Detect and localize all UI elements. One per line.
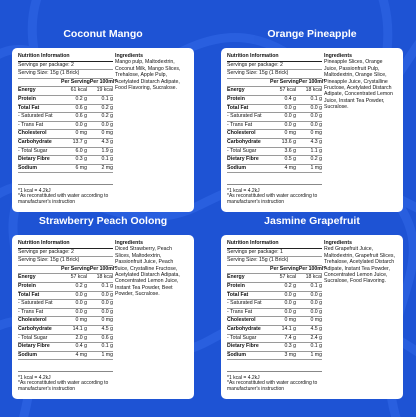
per-serving-value: 0.0 g — [75, 308, 87, 315]
nutrient-name: Sodium — [18, 351, 38, 358]
ingredients-text: Pineapple Slices, Orange Juice, Passionfruit Pulp, Maltodextrin, Orange Slice, Pineapple Juice, Crystalline Fructose, Acetylated Distarch Adipate, Concentrated Lemon Juice, Instant Tea Powder, Sucralose. — [324, 59, 393, 111]
column-headers: Per Serving Per 100ml* — [18, 79, 113, 88]
per-100ml-value: 1 mg — [101, 351, 113, 358]
footnotes — [18, 184, 188, 206]
nutrient-name: Protein — [18, 95, 36, 102]
per-100ml-value: 0 mg — [310, 130, 322, 137]
per-serving-value: 0.6 g — [75, 113, 87, 120]
footnote-reconstituted: *As reconstituted with water according to manufacturer's instruction — [18, 193, 109, 206]
table-row — [227, 274, 322, 283]
per-100ml-value: 2 mg — [101, 164, 113, 171]
table-row — [227, 113, 322, 122]
ingredients-block — [324, 240, 396, 285]
nutrient-name: Carbohydrate — [227, 138, 261, 145]
servings-per-package: Servings per package: 1 — [227, 249, 322, 258]
per-100ml-value: 18 kcal — [305, 87, 322, 94]
per-100ml-value: 0.0 g — [310, 113, 322, 120]
table-row — [227, 105, 322, 114]
per-100ml-value: 0.0 g — [101, 300, 113, 307]
panel-title: Strawberry Peach Oolong — [38, 215, 168, 227]
per-100ml-value: 0.2 g — [101, 113, 113, 120]
per-serving-value: 0.0 g — [284, 104, 296, 111]
footnotes — [227, 184, 397, 206]
nutrient-name: Sodium — [18, 164, 38, 171]
nutrient-name: - Saturated Fat — [227, 113, 262, 120]
nutrient-name: Carbohydrate — [227, 325, 261, 332]
panel-jasmine-grapefruit — [221, 214, 403, 399]
table-row — [18, 300, 113, 309]
ingredients-title: Ingredients — [324, 53, 352, 59]
per-100ml-value: 0.6 g — [101, 334, 113, 341]
per-100ml-value: 4.3 g — [101, 138, 113, 145]
per-serving-value: 0 mg — [75, 130, 87, 137]
per-serving-value: 0.0 g — [284, 113, 296, 120]
ingredients-title: Ingredients — [324, 240, 352, 246]
per-serving-value: 61 kcal — [70, 87, 87, 94]
per-100ml-value: 0.2 g — [310, 156, 322, 163]
ingredients-title: Ingredients — [115, 240, 143, 246]
nutrient-name: Total Fat — [18, 104, 40, 111]
nutrient-name: Dietary Fibre — [227, 343, 259, 350]
footnotes — [18, 371, 188, 393]
per-100ml-value: 2.4 g — [310, 334, 322, 341]
per-serving-value: 0.5 g — [284, 156, 296, 163]
panel-title: Orange Pineapple — [267, 28, 357, 40]
nutrient-name: Cholesterol — [18, 130, 47, 137]
table-row — [227, 343, 322, 352]
ingredients-text: Diced Strawberry, Peach Slices, Maltodextrin, Passionfruit Juice, Peach Juice, Crystalline Fructose, Acetylated Distarch Adipata, Concentrated Lemon Juice, Instant Tea Powder, Beet Powder, Sucralose. — [115, 246, 180, 298]
per-serving-value: 0.2 g — [75, 282, 87, 289]
table-row — [227, 335, 322, 344]
ingredients-title: Ingredients — [115, 53, 143, 59]
table-row — [18, 292, 113, 301]
footnotes — [227, 371, 397, 393]
table-row — [227, 130, 322, 139]
per-serving-value: 7.4 g — [284, 334, 296, 341]
per-100ml-value: 0.0 g — [310, 121, 322, 128]
per-serving-value: 13.6 g — [281, 138, 296, 145]
nutrient-name: Cholesterol — [227, 317, 256, 324]
nutrient-name: Cholesterol — [227, 130, 256, 137]
nutrient-name: Total Fat — [227, 291, 249, 298]
footnote-kcal: *1 kcal = 4.2kJ — [18, 374, 51, 381]
table-row — [18, 343, 113, 352]
nutrient-name: Protein — [18, 282, 36, 289]
per-serving-value: 0.0 g — [284, 121, 296, 128]
panel-orange-pineapple — [221, 27, 403, 212]
nutrient-name: Energy — [227, 87, 245, 94]
per-serving-value: 57 kcal — [279, 274, 296, 281]
per-100ml-value: 4.5 g — [101, 325, 113, 332]
per-100ml-value: 1 mg — [310, 351, 322, 358]
per-100ml-value: 0.1 g — [101, 343, 113, 350]
footnote-kcal: *1 kcal = 4.2kJ — [18, 187, 51, 194]
footnote-kcal: *1 kcal = 4.2kJ — [227, 374, 260, 381]
servings-per-package: Servings per package: 2 — [18, 62, 113, 71]
ingredients-block — [115, 53, 187, 91]
table-row — [18, 352, 113, 361]
ingredients-text: Red Grapefruit Juice, Maltodextrin, Grapefruit Slices, Trehalose, Acetylated Distarch Adipate, Instant Tea Powder, Concentrated Lemon Juice, Sucralose, Food Flavoring. — [324, 246, 395, 285]
nutrient-name: Energy — [18, 87, 36, 94]
nutrient-name: - Total Sugar — [18, 147, 48, 154]
per-serving-value: 0.3 g — [284, 343, 296, 350]
nutrition-card — [221, 48, 403, 212]
per-serving-value: 0.2 g — [284, 282, 296, 289]
per-100ml-value: 4.5 g — [310, 325, 322, 332]
nutrient-name: Dietary Fibre — [18, 343, 50, 350]
ingredients-block — [115, 240, 187, 298]
table-row — [227, 96, 322, 105]
panel-title: Jasmine Grapefruit — [264, 215, 360, 227]
panel-strawberry-peach-oolong — [12, 214, 194, 399]
column-headers: Per Serving Per 100ml* — [18, 266, 113, 275]
nutrient-name: - Saturated Fat — [18, 113, 53, 120]
nutrient-name: - Trans Fat — [18, 308, 44, 315]
table-row — [227, 148, 322, 157]
table-row — [227, 326, 322, 335]
table-row — [227, 292, 322, 301]
nutrient-name: - Total Sugar — [18, 334, 48, 341]
per-100ml-value: 0.0 g — [310, 308, 322, 315]
per-serving-value: 0.0 g — [75, 121, 87, 128]
nutrient-name: Dietary Fibre — [18, 156, 50, 163]
per-serving-value: 0.0 g — [284, 308, 296, 315]
per-100ml-value: 18 kcal — [305, 274, 322, 281]
per-serving-value: 2.0 g — [75, 334, 87, 341]
per-serving-value: 14.1 g — [72, 325, 87, 332]
footnote-kcal: *1 kcal = 4.2kJ — [227, 187, 260, 194]
nutrition-card — [12, 48, 194, 212]
table-row — [18, 335, 113, 344]
per-100ml-value: 0.0 g — [101, 308, 113, 315]
table-row — [18, 156, 113, 165]
per-100ml-value: 0.0 g — [101, 121, 113, 128]
table-row — [227, 317, 322, 326]
table-row — [18, 105, 113, 114]
servings-per-package: Servings per package: 2 — [18, 249, 113, 258]
table-row — [18, 317, 113, 326]
per-serving-value: 0.0 g — [284, 291, 296, 298]
nutrient-name: - Trans Fat — [18, 121, 44, 128]
table-row — [227, 283, 322, 292]
per-serving-value: 0.0 g — [284, 300, 296, 307]
nutrition-card — [221, 235, 403, 399]
per-serving-value: 4 mg — [75, 351, 87, 358]
per-serving-value: 0.2 g — [75, 95, 87, 102]
nutrient-name: Sodium — [227, 164, 247, 171]
per-serving-value: 6.0 g — [75, 147, 87, 154]
nutrient-name: Energy — [18, 274, 36, 281]
table-row — [18, 326, 113, 335]
per-100ml-value: 0.1 g — [101, 282, 113, 289]
table-row — [18, 87, 113, 96]
nutrient-name: - Saturated Fat — [227, 300, 262, 307]
nutrition-title: Nutrition Information — [18, 240, 113, 249]
per-serving-value: 0.3 g — [75, 156, 87, 163]
per-serving-value: 4 mg — [284, 164, 296, 171]
table-row — [18, 139, 113, 148]
footnote-reconstituted: *As reconstituted with water according to manufacturer's instruction — [18, 380, 109, 393]
nutrition-table — [227, 53, 326, 173]
serving-size: Serving Size: 15g (1 Brick) — [227, 70, 322, 79]
nutrient-name: Dietary Fibre — [227, 156, 259, 163]
table-row — [18, 283, 113, 292]
table-row — [18, 96, 113, 105]
table-row — [18, 274, 113, 283]
servings-per-package: Servings per package: 2 — [227, 62, 322, 71]
per-100ml-value: 0.0 g — [101, 291, 113, 298]
per-100ml-value: 0.2 g — [101, 104, 113, 111]
table-row — [227, 165, 322, 174]
nutrient-name: Sodium — [227, 351, 247, 358]
serving-size: Serving Size: 15g (1 Brick) — [227, 257, 322, 266]
per-serving-value: 0 mg — [75, 317, 87, 324]
footnote-reconstituted: *As reconstituted with water according to manufacturer's instruction — [227, 193, 318, 206]
nutrition-card — [12, 235, 194, 399]
per-serving-value: 3.6 g — [284, 147, 296, 154]
table-row — [227, 309, 322, 318]
nutrient-name: Energy — [227, 274, 245, 281]
per-serving-value: 0 mg — [284, 130, 296, 137]
nutrition-table — [18, 53, 117, 173]
per-100ml-value: 18 kcal — [96, 274, 113, 281]
per-100ml-value: 0 mg — [101, 130, 113, 137]
nutrition-title: Nutrition Information — [227, 240, 322, 249]
per-100ml-value: 0.1 g — [101, 95, 113, 102]
nutrient-name: Carbohydrate — [18, 325, 52, 332]
per-100ml-value: 1 mg — [310, 164, 322, 171]
ingredients-block — [324, 53, 396, 111]
table-row — [227, 300, 322, 309]
table-row — [227, 156, 322, 165]
per-100ml-value: 4.3 g — [310, 138, 322, 145]
nutrient-name: Total Fat — [18, 291, 40, 298]
per-serving-value: 0.6 g — [75, 104, 87, 111]
per-serving-value: 14.1 g — [281, 325, 296, 332]
panel-coconut-mango — [12, 27, 194, 212]
per-serving-value: 6 mg — [75, 164, 87, 171]
nutrient-name: - Total Sugar — [227, 334, 257, 341]
per-serving-value: 3 mg — [284, 351, 296, 358]
per-100ml-value: 0.1 g — [101, 156, 113, 163]
nutrient-name: - Trans Fat — [227, 308, 253, 315]
per-100ml-value: 0 mg — [310, 317, 322, 324]
nutrition-title: Nutrition Information — [18, 53, 113, 62]
table-row — [227, 139, 322, 148]
table-row — [18, 165, 113, 174]
serving-size: Serving Size: 15g (1 Brick) — [18, 257, 113, 266]
table-row — [18, 130, 113, 139]
column-headers: Per Serving Per 100ml* — [227, 266, 322, 275]
nutrient-name: Cholesterol — [18, 317, 47, 324]
table-row — [18, 148, 113, 157]
table-row — [227, 87, 322, 96]
per-serving-value: 0.4 g — [75, 343, 87, 350]
per-serving-value: 13.7 g — [72, 138, 87, 145]
nutrient-name: Total Fat — [227, 104, 249, 111]
per-100ml-value: 1.9 g — [101, 147, 113, 154]
nutrient-name: - Trans Fat — [227, 121, 253, 128]
column-headers: Per Serving Per 100ml* — [227, 79, 322, 88]
per-100ml-value: 0.1 g — [310, 282, 322, 289]
nutrient-name: - Saturated Fat — [18, 300, 53, 307]
divider — [227, 184, 322, 185]
per-100ml-value: 19 kcal — [96, 87, 113, 94]
per-serving-value: 57 kcal — [279, 87, 296, 94]
panel-title: Coconut Mango — [63, 28, 143, 40]
table-row — [18, 113, 113, 122]
divider — [18, 184, 113, 185]
nutrient-name: Protein — [227, 282, 245, 289]
table-row — [18, 122, 113, 131]
nutrient-name: Protein — [227, 95, 245, 102]
serving-size: Serving Size: 15g (1 Brick) — [18, 70, 113, 79]
per-serving-value: 0.4 g — [284, 95, 296, 102]
per-100ml-value: 0 mg — [101, 317, 113, 324]
per-serving-value: 0 mg — [284, 317, 296, 324]
per-serving-value: 0.0 g — [75, 300, 87, 307]
nutrient-name: - Total Sugar — [227, 147, 257, 154]
table-row — [18, 309, 113, 318]
nutrition-title: Nutrition Information — [227, 53, 322, 62]
per-serving-value: 0.0 g — [75, 291, 87, 298]
nutrition-table — [227, 240, 326, 360]
table-row — [227, 352, 322, 361]
ingredients-text: Mango pulp, Maltodextrin, Coconut Milk, Mango Slices, Trehalose, Apple Pulp, Acetylated Distarch Adipate, Food Flavoring, Sucralose. — [115, 59, 181, 92]
per-100ml-value: 0.0 g — [310, 291, 322, 298]
nutrient-name: Carbohydrate — [18, 138, 52, 145]
per-serving-value: 57 kcal — [70, 274, 87, 281]
per-100ml-value: 1.1 g — [310, 147, 322, 154]
divider — [227, 371, 322, 372]
nutrition-table — [18, 240, 117, 360]
per-100ml-value: 0.0 g — [310, 104, 322, 111]
per-100ml-value: 0.1 g — [310, 343, 322, 350]
table-row — [227, 122, 322, 131]
divider — [18, 371, 113, 372]
footnote-reconstituted: *As reconstituted with water according to manufacturer's instruction — [227, 380, 318, 393]
per-100ml-value: 0.1 g — [310, 95, 322, 102]
per-100ml-value: 0.0 g — [310, 300, 322, 307]
